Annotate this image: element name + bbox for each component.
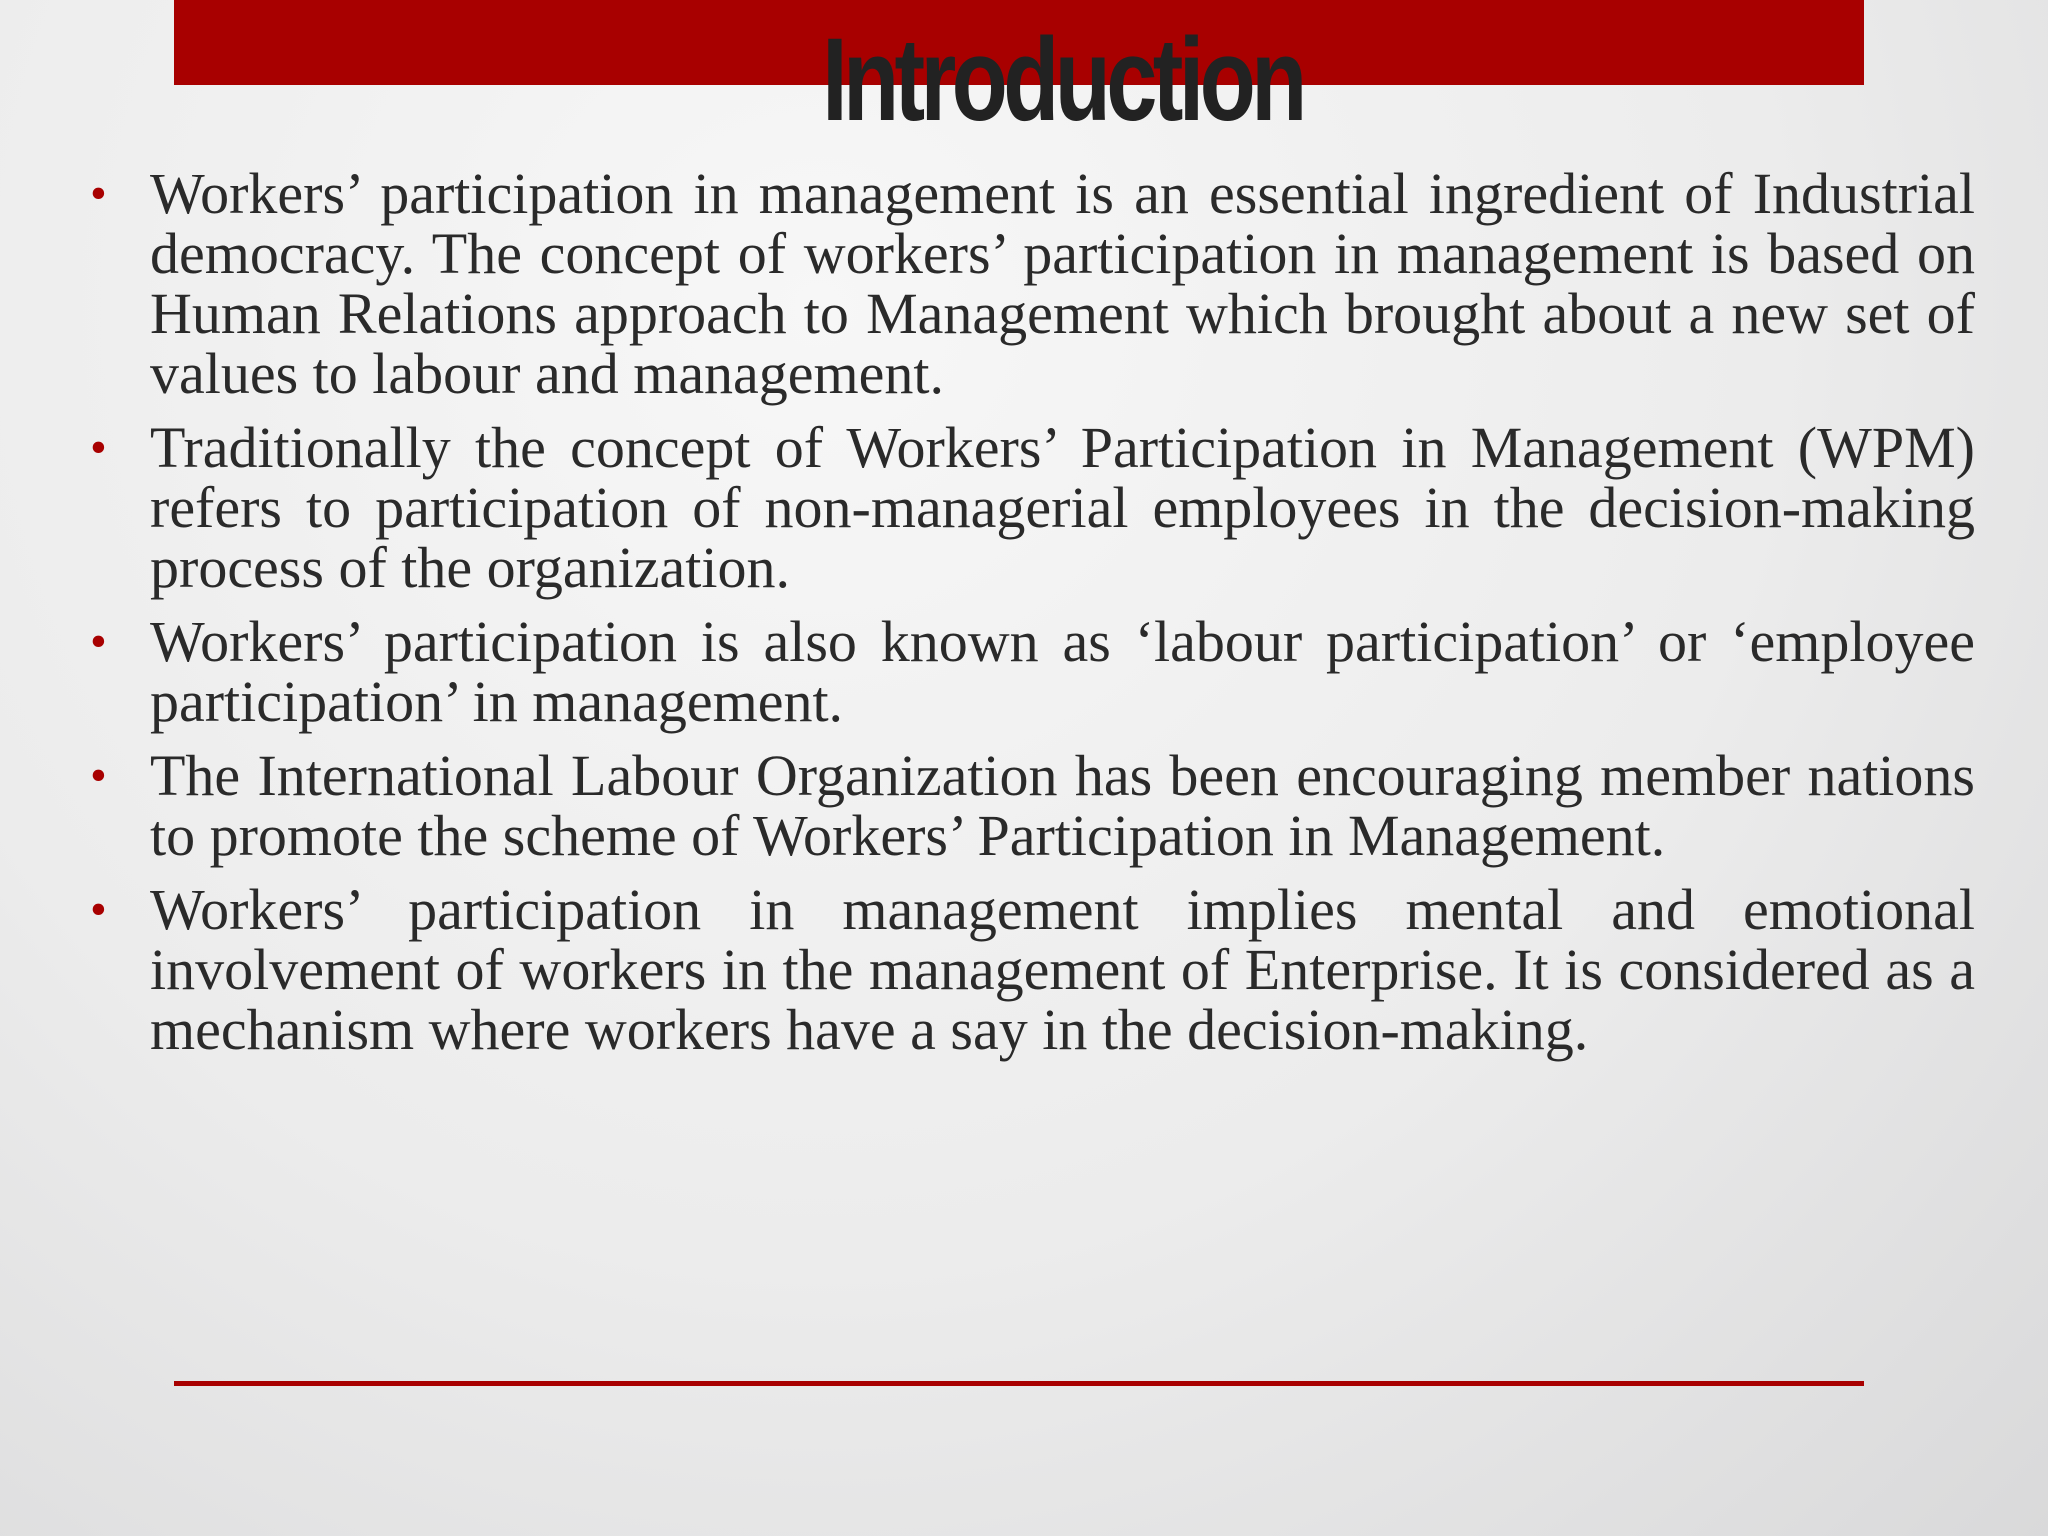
bullet-dot-icon: • [90, 167, 107, 220]
bullet-item [90, 609, 1975, 734]
bullet-list [90, 161, 1975, 1074]
bullet-dot-icon: • [90, 421, 107, 474]
slide-title: Introduction [822, 14, 1303, 146]
footer-accent-rule [174, 1381, 1864, 1386]
bullet-item [90, 161, 1975, 406]
bullet-dot-icon: • [90, 615, 107, 668]
bullet-text: Workers’ participation in management is an essential ingredient of Industrial democracy. The concept of workers’ participation in management is based on Human Relations approach to Management which brought about a new set of values to labour and management. [150, 161, 1975, 406]
bullet-item [90, 415, 1975, 600]
bullet-text: The International Labour Organization has been encouraging member nations to promote the scheme of Workers’ Participation in Management. [150, 743, 1975, 868]
bullet-dot-icon: • [90, 749, 107, 802]
bullet-text: Traditionally the concept of Workers’ Participation in Management (WPM) refers to participation of non-managerial employees in the decision-making process of the organization. [150, 415, 1975, 600]
bullet-item [90, 743, 1975, 868]
bullet-text: Workers’ participation is also known as ‘labour participation’ or ‘employee participation’ in management. [150, 609, 1975, 734]
bullet-dot-icon: • [90, 883, 107, 936]
bullet-text: Workers’ participation in management implies mental and emotional involvement of workers in the management of Enterprise. It is considered as a mechanism where workers have a say in the decision-making. [150, 877, 1975, 1062]
bullet-item [90, 877, 1975, 1062]
